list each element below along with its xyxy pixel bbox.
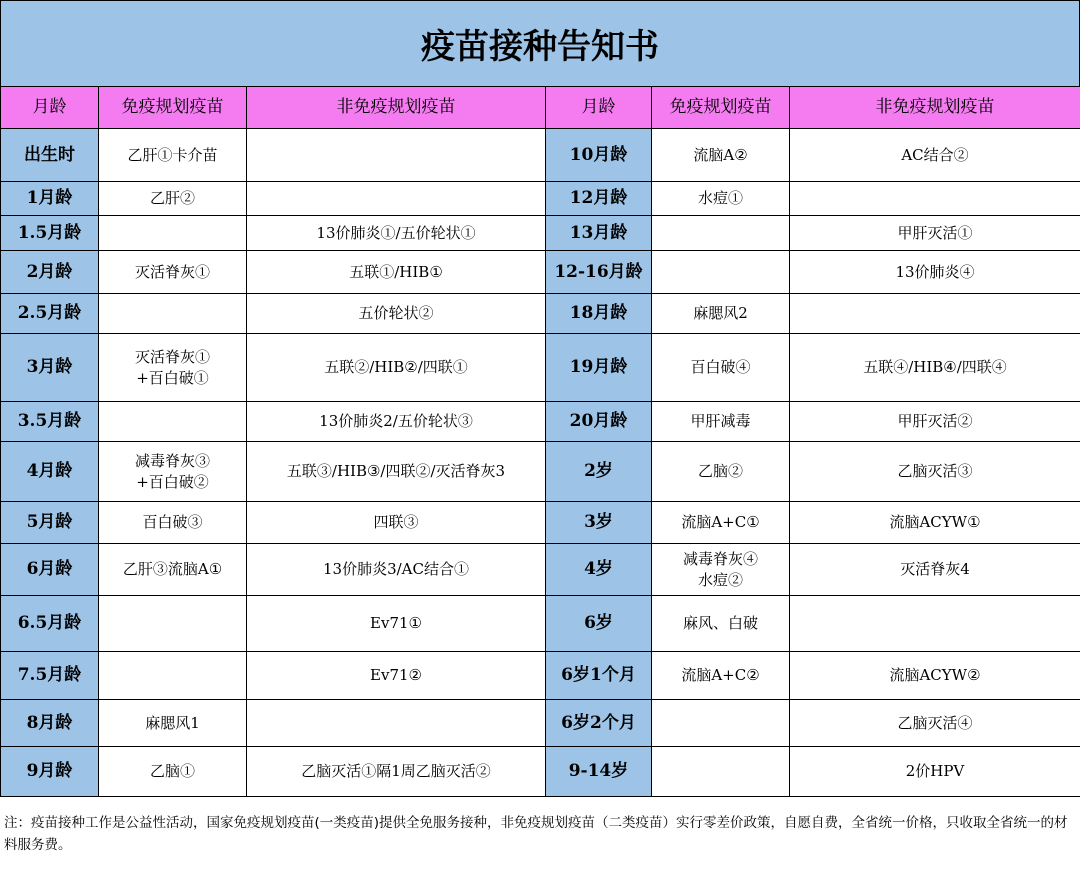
footnote: 注：疫苗接种工作是公益性活动，国家免疫规划疫苗(一类疫苗)提供全免服务接种，非免疫规划疫苗（二类疫苗）实行零差价政策，自愿自费，全省统一价格，只收取全省统一的材料服务费。 <box>4 815 1068 853</box>
paid-vaccine-right-cell: 甲肝灭活① <box>790 216 1080 251</box>
table-row <box>1 402 1080 442</box>
free-vaccine-right-cell <box>652 747 790 797</box>
paid-vaccine-right-cell: 灭活脊灰4 <box>790 544 1080 596</box>
paid-vaccine-left-cell: 四联③ <box>247 502 546 544</box>
table-header-row <box>1 87 1080 129</box>
free-vaccine-left-cell: 百白破③ <box>99 502 247 544</box>
age-right-cell: 18月龄 <box>546 294 652 334</box>
age-right-cell: 13月龄 <box>546 216 652 251</box>
age-left-cell: 8月龄 <box>1 700 99 747</box>
free-vaccine-right-cell <box>652 700 790 747</box>
paid-vaccine-right-cell: 乙脑灭活④ <box>790 700 1080 747</box>
age-left-cell: 1月龄 <box>1 182 99 216</box>
free-vaccine-left-cell: 乙肝② <box>99 182 247 216</box>
paid-vaccine-right-cell <box>790 182 1080 216</box>
paid-vaccine-left-cell: 13价肺炎2/五价轮状③ <box>247 402 546 442</box>
header-age-left: 月龄 <box>1 87 99 129</box>
age-right-cell: 20月龄 <box>546 402 652 442</box>
age-right-cell: 19月龄 <box>546 334 652 402</box>
free-vaccine-right-cell: 麻风、白破 <box>652 596 790 652</box>
table-row <box>1 129 1080 182</box>
age-left-cell: 3.5月龄 <box>1 402 99 442</box>
age-left-cell: 4月龄 <box>1 442 99 502</box>
free-vaccine-left-cell: 乙脑① <box>99 747 247 797</box>
free-vaccine-right-cell: 乙脑② <box>652 442 790 502</box>
paid-vaccine-right-cell: AC结合② <box>790 129 1080 182</box>
age-left-cell: 9月龄 <box>1 747 99 797</box>
free-vaccine-right-cell: 减毒脊灰④ 水痘② <box>652 544 790 596</box>
free-vaccine-right-cell: 百白破④ <box>652 334 790 402</box>
age-left-cell: 5月龄 <box>1 502 99 544</box>
free-vaccine-right-cell: 流脑A② <box>652 129 790 182</box>
free-vaccine-left-cell: 麻腮风1 <box>99 700 247 747</box>
paid-vaccine-left-cell <box>247 700 546 747</box>
free-vaccine-right-cell: 水痘① <box>652 182 790 216</box>
free-vaccine-left-cell <box>99 402 247 442</box>
vaccination-schedule-table <box>0 86 1080 797</box>
paid-vaccine-right-cell: 乙脑灭活③ <box>790 442 1080 502</box>
table-row <box>1 596 1080 652</box>
age-right-cell: 10月龄 <box>546 129 652 182</box>
age-left-cell: 7.5月龄 <box>1 652 99 700</box>
paid-vaccine-left-cell: 五联③/HIB③/四联②/灭活脊灰3 <box>247 442 546 502</box>
table-row <box>1 294 1080 334</box>
paid-vaccine-left-cell: 五联①/HIB① <box>247 251 546 294</box>
free-vaccine-left-cell <box>99 596 247 652</box>
free-vaccine-right-cell: 流脑A+C② <box>652 652 790 700</box>
free-vaccine-left-cell: 乙肝③流脑A① <box>99 544 247 596</box>
age-left-cell: 2月龄 <box>1 251 99 294</box>
table-row <box>1 334 1080 402</box>
free-vaccine-left-cell: 乙肝①卡介苗 <box>99 129 247 182</box>
paid-vaccine-left-cell <box>247 182 546 216</box>
free-vaccine-right-cell <box>652 251 790 294</box>
table-row <box>1 182 1080 216</box>
table-row <box>1 251 1080 294</box>
paid-vaccine-right-cell: 2价HPV <box>790 747 1080 797</box>
age-left-cell: 2.5月龄 <box>1 294 99 334</box>
paid-vaccine-right-cell <box>790 596 1080 652</box>
paid-vaccine-right-cell: 13价肺炎④ <box>790 251 1080 294</box>
paid-vaccine-left-cell: 13价肺炎①/五价轮状① <box>247 216 546 251</box>
table-row <box>1 216 1080 251</box>
table-row <box>1 544 1080 596</box>
free-vaccine-left-cell: 灭活脊灰① <box>99 251 247 294</box>
age-right-cell: 12-16月龄 <box>546 251 652 294</box>
free-vaccine-right-cell: 流脑A+C① <box>652 502 790 544</box>
age-right-cell: 3岁 <box>546 502 652 544</box>
table-row <box>1 747 1080 797</box>
table-row <box>1 502 1080 544</box>
free-vaccine-left-cell <box>99 294 247 334</box>
header-paid-vaccine-right: 非免疫规划疫苗 <box>790 87 1080 129</box>
paid-vaccine-left-cell: Ev71② <box>247 652 546 700</box>
free-vaccine-left-cell: 灭活脊灰① +百白破① <box>99 334 247 402</box>
table-row <box>1 652 1080 700</box>
age-right-cell: 6岁2个月 <box>546 700 652 747</box>
age-left-cell: 6月龄 <box>1 544 99 596</box>
header-free-vaccine-right: 免疫规划疫苗 <box>652 87 790 129</box>
age-right-cell: 2岁 <box>546 442 652 502</box>
free-vaccine-left-cell: 减毒脊灰③ +百白破② <box>99 442 247 502</box>
table-row <box>1 700 1080 747</box>
paid-vaccine-right-cell: 甲肝灭活② <box>790 402 1080 442</box>
age-right-cell: 9-14岁 <box>546 747 652 797</box>
free-vaccine-right-cell <box>652 216 790 251</box>
header-age-right: 月龄 <box>546 87 652 129</box>
paid-vaccine-left-cell <box>247 129 546 182</box>
age-left-cell: 6.5月龄 <box>1 596 99 652</box>
age-right-cell: 6岁1个月 <box>546 652 652 700</box>
age-left-cell: 1.5月龄 <box>1 216 99 251</box>
header-free-vaccine-left: 免疫规划疫苗 <box>99 87 247 129</box>
paid-vaccine-left-cell: 13价肺炎3/AC结合① <box>247 544 546 596</box>
age-right-cell: 4岁 <box>546 544 652 596</box>
paid-vaccine-right-cell: 五联④/HIB④/四联④ <box>790 334 1080 402</box>
free-vaccine-right-cell: 甲肝减毒 <box>652 402 790 442</box>
document-title: 疫苗接种告知书 <box>0 0 1080 87</box>
age-right-cell: 12月龄 <box>546 182 652 216</box>
age-right-cell: 6岁 <box>546 596 652 652</box>
paid-vaccine-left-cell: 五联②/HIB②/四联① <box>247 334 546 402</box>
free-vaccine-left-cell <box>99 652 247 700</box>
paid-vaccine-left-cell: Ev71① <box>247 596 546 652</box>
paid-vaccine-right-cell <box>790 294 1080 334</box>
age-left-cell: 出生时 <box>1 129 99 182</box>
free-vaccine-right-cell: 麻腮风2 <box>652 294 790 334</box>
free-vaccine-left-cell <box>99 216 247 251</box>
paid-vaccine-left-cell: 乙脑灭活①隔1周乙脑灭活② <box>247 747 546 797</box>
paid-vaccine-right-cell: 流脑ACYW① <box>790 502 1080 544</box>
table-row <box>1 442 1080 502</box>
paid-vaccine-right-cell: 流脑ACYW② <box>790 652 1080 700</box>
header-paid-vaccine-left: 非免疫规划疫苗 <box>247 87 546 129</box>
paid-vaccine-left-cell: 五价轮状② <box>247 294 546 334</box>
age-left-cell: 3月龄 <box>1 334 99 402</box>
